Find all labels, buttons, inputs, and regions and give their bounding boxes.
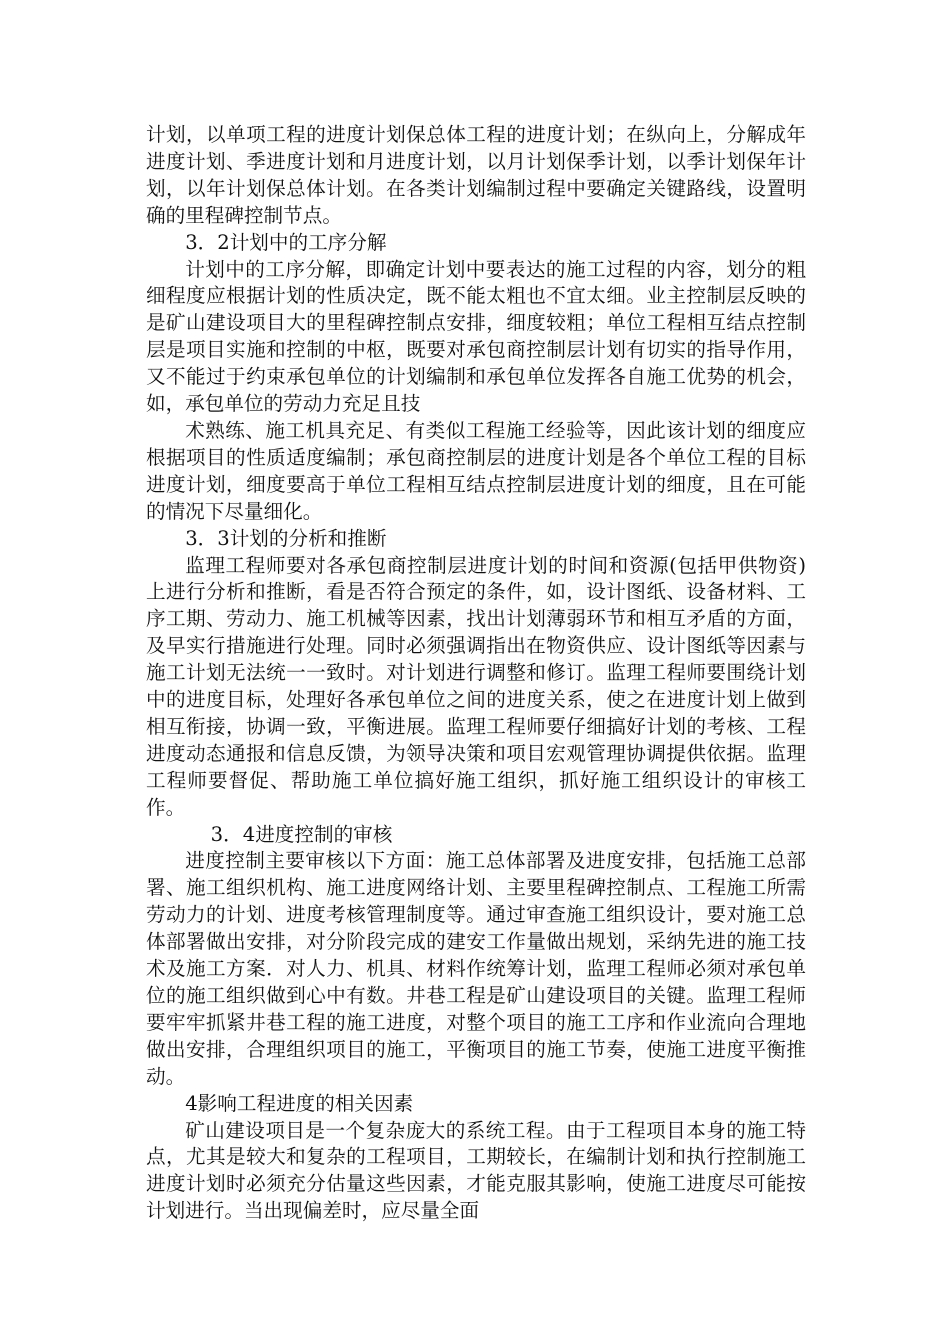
paragraph: 术熟练、施工机具充足、有类似工程施工经验等，因此该计划的细度应根据项目的性质适度编制；承包商控制层的进度计划是各个单位工程的目标进度计划，细度要高于单位工程相互结点控制层进度计划的细度，且在可能的情况下尽量细化。 — [146, 418, 806, 523]
document-body — [146, 122, 806, 1225]
paragraph: 进度控制主要审核以下方面：施工总体部署及进度安排，包括施工总部署、施工组织机构、施工进度网络计划、主要里程碑控制点、工程施工所需劳动力的计划、进度考核管理制度等。通过审查施工组织设计，要对施工总体部署做出安排，对分阶段完成的建安工作量做出规划，采纳先进的施工技术及施工方案．对人力、机具、材料作统筹计划，监理工程师必须对承包单位的施工组织做到心中有数。井巷工程是矿山建设项目的关键。监理工程师要牢牢抓紧井巷工程的施工进度，对整个项目的施工工序和作业流向合理地做出安排，合理组织项目的施工，平衡项目的施工节奏，使施工进度平衡推动。 — [146, 849, 806, 1088]
paragraph: 计划中的工序分解，即确定计划中要表达的施工过程的内容，划分的粗细程度应根据计划的性质决定，既不能太粗也不宜太细。业主控制层反映的是矿山建设项目大的里程碑控制点安排，细度较粗；单位工程相互结点控制层是项目实施和控制的中枢，既要对承包商控制层计划有切实的指导作用，又不能过于约束承包单位的计划编制和承包单位发挥各自施工优势的机会，如，承包单位的劳动力充足且技 — [146, 257, 806, 416]
section-heading: 3．3计划的分析和推断 — [185, 526, 387, 550]
paragraph: 矿山建设项目是一个复杂庞大的系统工程。由于工程项目本身的施工特点，尤其是较大和复杂的工程项目，工期较长，在编制计划和执行控制施工进度计划时必须充分估量这些因素，才能克服其影响，使施工进度尽可能按计划进行。当出现偏差时，应尽量全面 — [146, 1118, 806, 1223]
paragraph: 计划，以单项工程的进度计划保总体工程的进度计划；在纵向上，分解成年进度计划、季进度计划和月进度计划，以月计划保季计划，以季计划保年计划，以年计划保总体计划。在各类计划编制过程中要确定关键路线，设置明确的里程碑控制节点。 — [146, 123, 806, 227]
section-heading: 3．4进度控制的审核 — [210, 822, 393, 846]
section-heading: 4影响工程进度的相关因素 — [185, 1091, 414, 1115]
paragraph: 监理工程师要对各承包商控制层进度计划的时间和资源(包括甲供物资)上进行分析和推断，看是否符合预定的条件，如，设计图纸、设备材料、工序工期、劳动力、施工机械等因素，找出计划薄弱环节和相互矛盾的方面，及早实行措施进行处理。同时必须强调指出在物资供应、设计图纸等因素与施工计划无法统一一致时。对计划进行调整和修订。监理工程师要围绕计划中的进度目标，处理好各承包单位之间的进度关系，使之在进度计划上做到相互衔接，协调一致，平衡进展。监理工程师要仔细搞好计划的考核、工程进度动态通报和信息反馈，为领导决策和项目宏观管理协调提供依据。监理工程师要督促、帮助施工单位搞好施工组织，抓好施工组织设计的审核工作。 — [146, 553, 806, 819]
section-heading: 3．2计划中的工序分解 — [185, 230, 387, 254]
